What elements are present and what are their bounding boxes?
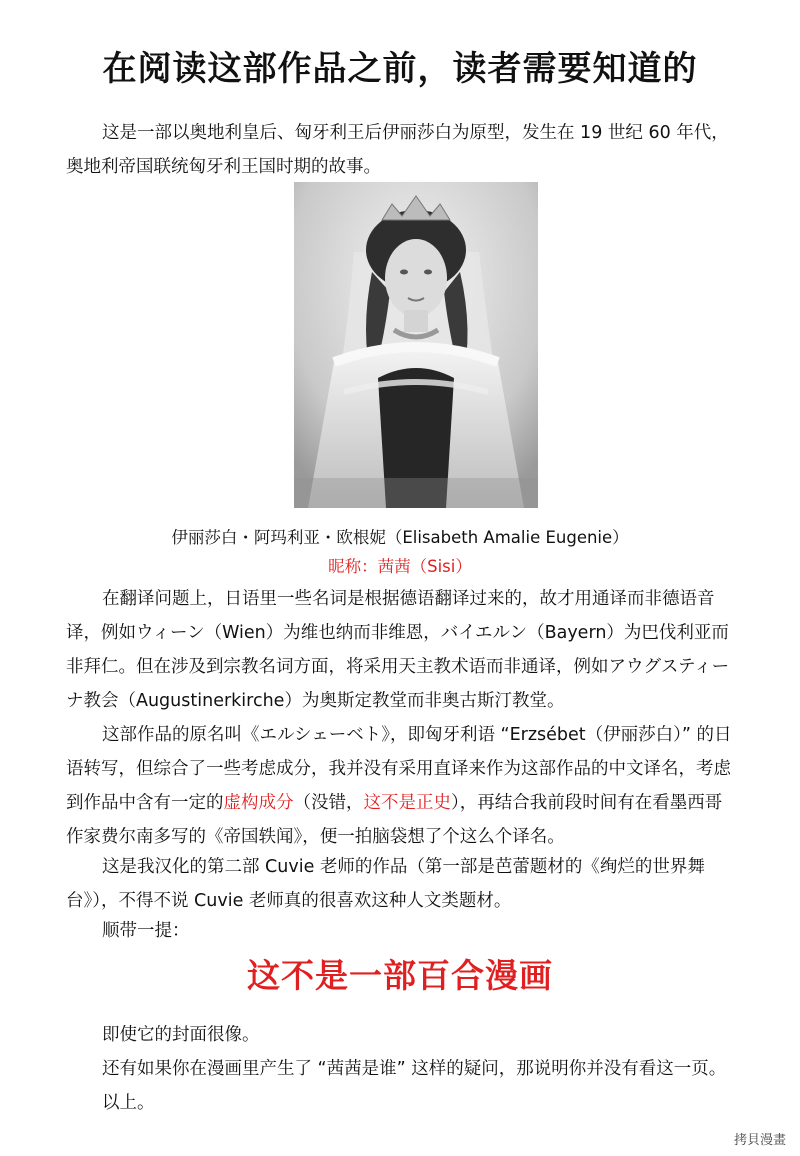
title-paragraph <box>66 718 738 854</box>
watermark: 拷貝漫畫 <box>733 1133 786 1148</box>
translation-paragraph: 在翻译问题上，日语里一些名词是根据德语翻译过来的，故才用通译而非德语音译，例如ウィーン（Wien）为维也纳而非维恩，バイエルン（Bayern）为巴伐利亚而非拜仁。但在涉及到宗教名词方面，将采用天主教术语而非通译，例如アウグスティーナ教会（Augustinerkirche）为奥斯定教堂而非奥古斯汀教堂。 <box>66 589 730 711</box>
by-the-way-line: 顺带一提： <box>102 921 190 941</box>
second-work-paragraph: 这是我汉化的第二部 Cuvie 老师的作品（第一部是芭蕾题材的《绚烂的世界舞台》），不得不说 Cuvie 老师真的很喜欢这种人文类题材。 <box>66 857 705 911</box>
page-title: 在阅读这部作品之前，读者需要知道的 <box>102 49 698 89</box>
cover-line: 即使它的封面很像。 <box>102 1025 260 1045</box>
portrait-photo <box>294 182 538 508</box>
portrait-caption: 伊丽莎白・阿玛利亚・欧根妮（Elisabeth Amalie Eugenie） <box>171 528 629 547</box>
portrait-nickname: 昵称：茜茜（Sisi） <box>328 557 472 576</box>
who-sisi-line: 还有如果你在漫画里产生了 “茜茜是谁” 这样的疑问，那说明你并没有看这一页。 <box>102 1059 727 1079</box>
title-text-3: ），再结合我前段时间有在看墨西哥作家费尔南多写的《帝国轶闻》，便一拍脑袋想了个这么个译名。 <box>66 793 723 847</box>
not-yuri-heading: 这不是一部百合漫画 <box>247 956 553 995</box>
title-text-2: （没错， <box>293 793 364 813</box>
end-line: 以上。 <box>102 1093 155 1113</box>
title-text-1: 这部作品的原名叫《エルシェーベト》，即匈牙利语 “Erzsébet（伊丽莎白）” 的日语转写，但综合了一些考虑成分，我并没有采用直译来作为这部作品的中文译名，考虑到作品中含有一定的 <box>66 725 732 813</box>
intro-paragraph: 这是一部以奥地利皇后、匈牙利王后伊丽莎白为原型，发生在 19 世纪 60 年代，奥地利帝国联统匈牙利王国时期的故事。 <box>66 123 729 177</box>
not-history-note: 这不是正史 <box>363 793 451 813</box>
fiction-note: 虚构成分 <box>223 793 294 813</box>
